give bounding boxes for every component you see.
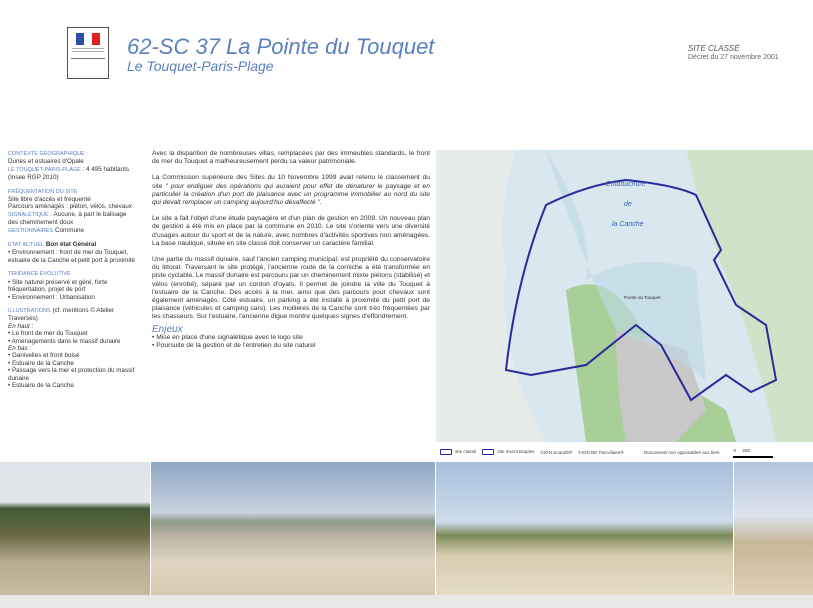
value: Commune xyxy=(54,226,85,234)
value: Parcours aménagés : piéton, vélos, chevaux xyxy=(8,203,132,211)
photo-ganivelles xyxy=(0,462,150,595)
map-legend xyxy=(436,446,813,458)
label: CONTEXTE GÉOGRAPHIQUE : xyxy=(8,151,88,157)
photo-passage-mer xyxy=(436,462,733,595)
description-column xyxy=(152,150,430,350)
value: • Aménagements dans le massif dunaire xyxy=(8,337,121,345)
photo-estuaire-2 xyxy=(734,462,813,595)
decree-date: Décret du 27 novembre 2001 xyxy=(688,54,779,61)
bottom-bar xyxy=(0,595,813,608)
value: • Environnement : front de mer du Touquet, estuaire de la Canche et petit port à proximité xyxy=(8,249,136,264)
value: En haut : xyxy=(8,322,34,330)
text: La Commission supérieure des Sites du 10 Novembre 1999 avait retenu le classement du site xyxy=(152,174,430,190)
label: TENDANCE ÉVOLUTIVE xyxy=(8,271,71,278)
value: • Ganivelles et front boisé xyxy=(8,352,80,360)
legend-label: site inscrit Etaples xyxy=(497,449,535,455)
scale-bar xyxy=(733,448,750,453)
value: En bas : xyxy=(8,344,32,352)
value: Dunes et estuaires d'Opale xyxy=(8,158,84,166)
paragraph xyxy=(152,174,430,207)
legend-label: site classé xyxy=(455,449,477,455)
paragraph: Le site a fait l'objet d'une étude paysagère et d'un plan de gestion en 2009. Un nouveau plan de gestion a été mis en place par la commune en 2010. Le site s'oriente vers une diversité d'usages autour du sport et de la nature, avec nombres d'activités sportives non aménagées. La base nautique, située en site classé doit conserver un caractère familial. xyxy=(152,215,430,247)
value: • Estuaire de la Canche xyxy=(8,359,74,367)
legend-site-inscrit xyxy=(482,449,534,455)
value: • Site naturel préservé et géré, forte fréquentation, projet de port xyxy=(8,278,108,294)
map-label: Pointe du Touquet xyxy=(624,295,661,300)
photo-estuaire xyxy=(151,462,435,595)
label: LE TOUQUET-PARIS-PLAGE xyxy=(8,166,81,173)
paragraph: Une partie du massif dunaire, sauf l'ancien camping municipal, est propriété du conservatoire du littoral. Traversant le site protégé, l'ancienne route de la corniche a été transformée en piste cyclable. Le massif dunaire est parcouru par un cheminement mixte piétons (stabilisé) et vélos (enrobé), séparé par un cordon d'oyats. Il permet de joindre la ville du Touquet à l'estuaire de la Canche. Des accès à la mer, ainsi que des parcours pour chevaux sont également aménagés. Côté estuaire, un parking a été installé à proximité du petit port de plaisance (véhicules et camping cars). Les mollières de la Canche sont très fréquentées par les chasseurs. Sur l'estuaire, l'ancienne digue montre quelques signes d'effondrement. xyxy=(152,256,430,321)
legend-site-classe xyxy=(440,449,476,455)
scale-label: 0 xyxy=(733,447,737,453)
value: (Insee RGP 2010) xyxy=(8,174,59,182)
site-info-column xyxy=(8,150,138,395)
map-source: ©IGN BD Parcellaire® xyxy=(578,449,624,455)
value: • Le front de mer du Touquet xyxy=(8,330,88,338)
value: : 4 495 habitants xyxy=(82,165,130,173)
value: (cf. mentions © Atelier Traverses) xyxy=(8,306,115,323)
label: ILLUSTRATIONS xyxy=(8,307,51,314)
label: ÉTAT ACTUEL xyxy=(8,242,45,249)
page-subtitle: Le Touquet-Paris-Plage xyxy=(127,58,274,74)
label: GESTIONNAIRES xyxy=(8,227,54,234)
value: • Passage vers la mer et protection du massif dunaire xyxy=(8,367,135,382)
map-label: de xyxy=(624,201,632,208)
label: SIGNALÉTIQUE xyxy=(8,211,49,218)
site-map xyxy=(436,150,813,442)
enjeux-heading: Enjeux xyxy=(152,323,183,335)
map-source: ©IGN Scan25® xyxy=(540,449,573,455)
map-label: la Canche xyxy=(612,221,644,228)
map-label: Embouchure xyxy=(606,181,646,188)
paragraph: Avec la disparition de nombreuses villas, remplacées par des immeubles standards, le front de mer du Touquet a malheureusement perdu sa valeur patrimoniale. xyxy=(152,150,430,166)
value: Bon état Général xyxy=(45,241,97,249)
value: • Environnement : Urbanisation xyxy=(8,293,95,301)
quote: " pour endiguer des opérations qui auraient pour effet de dénaturer le paysage et en particulier la création d'un port de plaisance avec un programme immobilier au nord du site qui devait remplacer un camping aujourd'hui désaffecté ". xyxy=(152,182,430,207)
site-status: SITE CLASSÉ xyxy=(688,44,740,53)
legend-notice: Documents non opposables aux tiers xyxy=(643,449,720,455)
page-title: 62-SC 37 La Pointe du Touquet xyxy=(127,34,435,59)
label: FRÉQUENTATION DU SITE xyxy=(8,188,78,195)
enjeux-item: • Poursuite de la gestion et de l'entretien du site naturel xyxy=(152,342,316,350)
prefecture-logo xyxy=(67,27,109,79)
value: : Aucune, à part le balisage des cheminement doux xyxy=(8,210,127,227)
scale-label: 250 xyxy=(742,447,751,453)
enjeux-item: • Mise en place d'une signalétique avec le logo site xyxy=(152,333,303,341)
value: • Estuaire de la Canche xyxy=(8,381,74,389)
value: Site libre d'accès et fréquenté xyxy=(8,196,91,204)
